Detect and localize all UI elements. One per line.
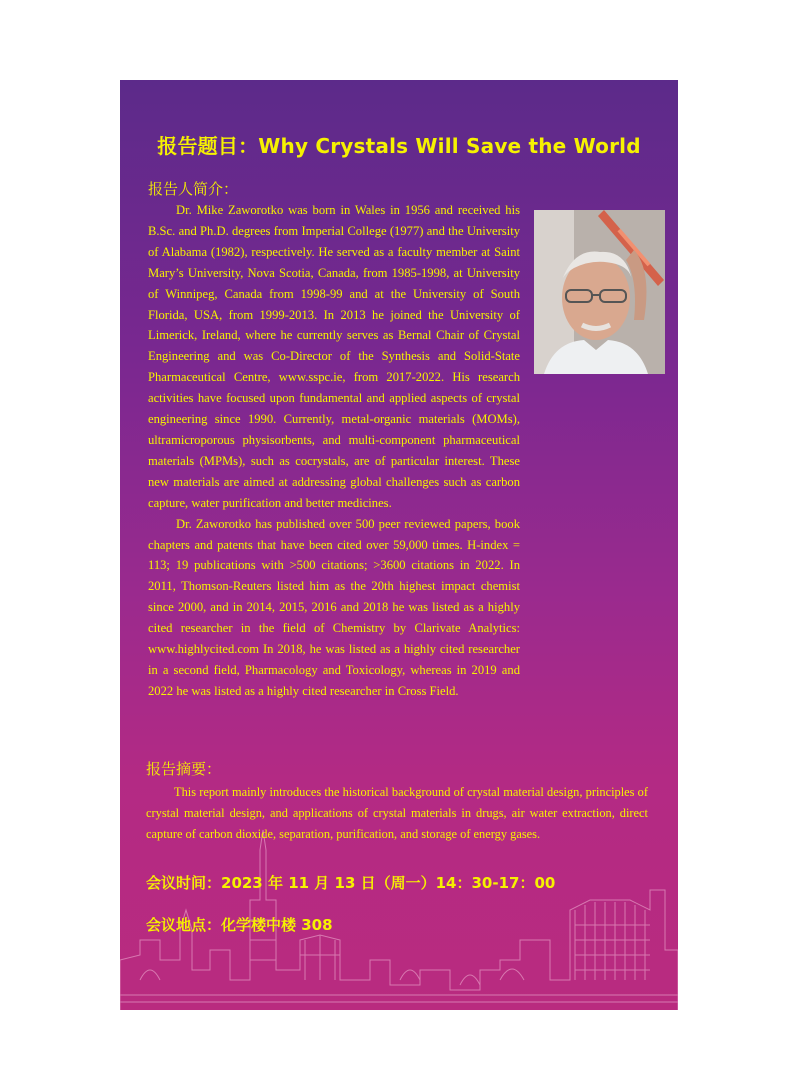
abstract-heading: 报告摘要： (146, 760, 222, 778)
bio-paragraph: Dr. Mike Zaworotko was born in Wales in 1956 and received his B.Sc. and Ph.D. degrees from Imperial College (1977) and the University of Alabama (1982), respectively. He served as a faculty member at Saint Mary’s University, Nova Scotia, Canada, from 1985-1998, at University of Winnipeg, Canada from 1998-99 and at the University of South Florida, USA, from 1999-2013. In 2013 he joined the University of Limerick, Ireland, where he currently serves as Bernal Chair of Crystal Engineering and was Co-Director of the Synthesis and Solid-State Pharmaceutical Centre, www.sspc.ie, from 2017-2022. His research activities have focused upon fundamental and applied aspects of crystal engineering since 1990. Currently, metal-organic materials (MOMs), ultramicroporous physisorbents, and multi-component pharmaceutical materials (MPMs), such as cocrystals, are of particular interest. These new materials are aimed at addressing global challenges such as carbon capture, water purification and better medicines. (148, 203, 520, 510)
speaker-heading: 报告人简介： (148, 180, 239, 198)
speaker-bio (148, 200, 520, 702)
meeting-time: 会议时间：2023 年 11 月 13 日（周一）14：30-17：00 (146, 874, 556, 892)
meeting-place: 会议地点：化学楼中楼 308 (146, 916, 333, 934)
abstract-body (146, 782, 648, 845)
speaker-photo (534, 210, 665, 374)
poster (120, 80, 678, 1010)
abstract-paragraph: This report mainly introduces the historical background of crystal material design, principles of crystal material design, and applications of crystal materials in drugs, air water extraction, direct capture of carbon dioxide, separation, purification, and storage of energy gases. (146, 785, 648, 841)
speaker-portrait-icon (534, 210, 665, 374)
talk-title: 报告题目：Why Crystals Will Save the World (157, 134, 641, 158)
bio-paragraph: Dr. Zaworotko has published over 500 peer reviewed papers, book chapters and patents that have been cited over 59,000 times. H-index = 113; 19 publications with >500 citations; >3600 citations in 2022. In 2011, Thomson-Reuters listed him as the 20th highest impact chemist since 2000, and in 2014, 2015, 2016 and 2018 he was listed as a highly cited researcher in the field of Chemistry by Clarivate Analytics: www.highlycited.com In 2018, he was listed as a highly cited researcher in a second field, Pharmacology and Toxicology, whereas in 2019 and 2022 he was listed as a highly cited researcher in Cross Field. (148, 516, 520, 698)
